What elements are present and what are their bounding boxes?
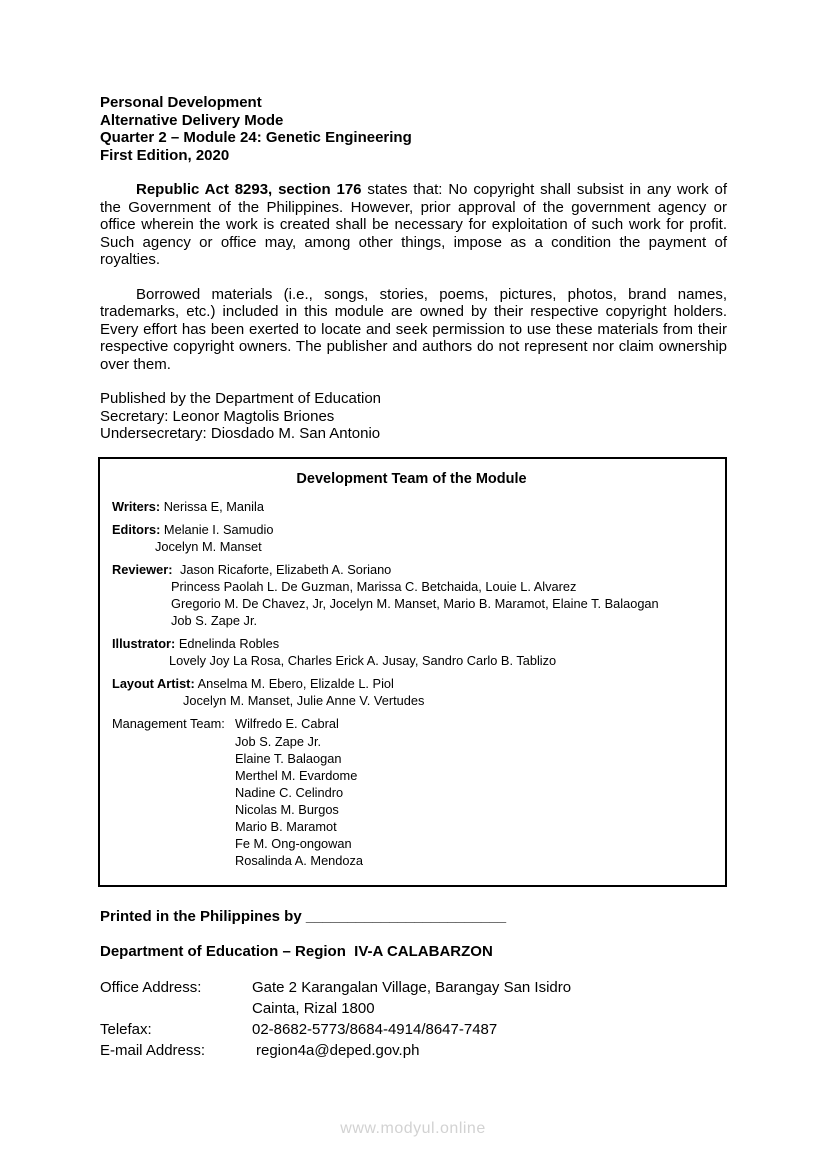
illustrator-entry <box>112 635 711 669</box>
editors-entry <box>112 521 711 555</box>
management-member: Wilfredo E. Cabral <box>235 715 339 731</box>
management-member: Elaine T. Balaogan <box>235 750 342 766</box>
published-by-line: Published by the Department of Education <box>100 390 382 407</box>
management-team-label: Management Team: <box>112 715 225 731</box>
telefax-label: Telefax: <box>100 1020 152 1038</box>
management-member: Job S. Zape Jr. <box>235 733 322 749</box>
management-team-names <box>235 715 363 869</box>
contact-block <box>100 977 727 1061</box>
undersecretary-line: Undersecretary: Diosdado M. San Antonio <box>100 425 381 442</box>
email-label: E-mail Address: <box>100 1041 206 1059</box>
development-team-box <box>98 457 727 887</box>
office-address-row <box>100 977 727 998</box>
secretary-line: Secretary: Leonor Magtolis Briones <box>100 407 335 425</box>
reviewer-label: Reviewer: <box>112 561 173 577</box>
email-row <box>100 1040 727 1061</box>
writers-names: Nerissa E, Manila <box>163 498 264 514</box>
publisher-block <box>100 390 727 443</box>
republic-act-lead: Republic Act 8293, section 176 <box>136 181 362 198</box>
management-team-entry <box>112 715 711 869</box>
reviewer-names-2: Princess Paolah L. De Guzman, Marissa C. Betchaida, Louie L. Alvarez <box>171 578 577 594</box>
office-address-row-2 <box>100 998 727 1019</box>
office-address-value: Gate 2 Karangalan Village, Barangay San Isidro <box>252 978 572 996</box>
illustrator-label: Illustrator: <box>112 635 176 651</box>
management-member: Nicolas M. Burgos <box>235 801 339 817</box>
copyright-paragraph <box>100 181 727 269</box>
management-member: Rosalinda A. Mendoza <box>235 852 364 868</box>
layout-artist-names-2: Jocelyn M. Manset, Julie Anne V. Vertudes <box>183 692 425 708</box>
layout-artist-label: Layout Artist: <box>112 675 195 691</box>
reviewer-entry <box>112 561 711 629</box>
management-member: Merthel M. Evardome <box>235 767 358 783</box>
illustrator-names-1: Ednelinda Robles <box>178 635 280 651</box>
management-member: Mario B. Maramot <box>235 818 337 834</box>
illustrator-names-2: Lovely Joy La Rosa, Charles Erick A. Jusay, Sandro Carlo B. Tablizo <box>169 652 557 668</box>
module-quarter-line: Quarter 2 – Module 24: Genetic Engineering <box>100 129 412 146</box>
telefax-row <box>100 1019 727 1040</box>
layout-artist-names-1: Anselma M. Ebero, Elizalde L. Piol <box>197 675 394 691</box>
writers-label: Writers: <box>112 498 161 514</box>
editors-names-2: Jocelyn M. Manset <box>155 538 262 554</box>
layout-artist-entry <box>112 675 711 709</box>
team-box-title: Development Team of the Module <box>296 470 527 487</box>
telefax-value: 02-8682-5773/8684-4914/8647-7487 <box>252 1020 498 1038</box>
editors-label: Editors: <box>112 521 161 537</box>
module-subject-line: Personal Development <box>100 94 262 111</box>
region-office-line: Department of Education – Region IV-A CALABARZON <box>100 943 493 960</box>
reviewer-names-3: Gregorio M. De Chavez, Jr, Jocelyn M. Manset, Mario B. Maramot, Elaine T. Balaogan <box>171 595 659 611</box>
management-member: Nadine C. Celindro <box>235 784 344 800</box>
site-watermark: www.modyul.online <box>340 1120 486 1137</box>
reviewer-names-4: Job S. Zape Jr. <box>171 612 258 628</box>
writers-entry <box>112 498 711 515</box>
module-edition-line: First Edition, 2020 <box>100 146 230 164</box>
module-title-block <box>100 94 727 164</box>
office-address-label: Office Address: <box>100 978 202 996</box>
editors-names-1: Melanie I. Samudio <box>163 521 274 537</box>
office-address-label-blank <box>100 998 252 1019</box>
reviewer-names-1: Jason Ricaforte, Elizabeth A. Soriano <box>180 561 392 577</box>
management-member: Fe M. Ong-ongowan <box>235 835 352 851</box>
printed-in-philippines-line <box>100 908 727 926</box>
office-address-value-2: Cainta, Rizal 1800 <box>252 999 375 1017</box>
borrowed-materials-paragraph: Borrowed materials (i.e., songs, stories, poems, pictures, photos, brand names, trademarks, etc.) included in this module are owned by their respective copyright holders. Every effort has been exerted to locate and seek permission to use these materials from their respective copyright owners. The publisher and authors do not represent nor claim ownership over them. <box>100 285 727 373</box>
email-value: region4a@deped.gov.ph <box>256 1041 420 1059</box>
republic-act-rest: states that: No copyright shall subsist in any work of the Government of the Philippines. However, prior approval of the government agency or office wherein the work is created shall be necessary for exploitation of such work for profit. Such agency or office may, among other things, impose as a condition the payment of royalties. <box>100 181 728 268</box>
printed-label: Printed in the Philippines by <box>100 907 306 925</box>
printer-blank-line: ________________________ <box>305 907 507 925</box>
module-mode-line: Alternative Delivery Mode <box>100 111 284 129</box>
